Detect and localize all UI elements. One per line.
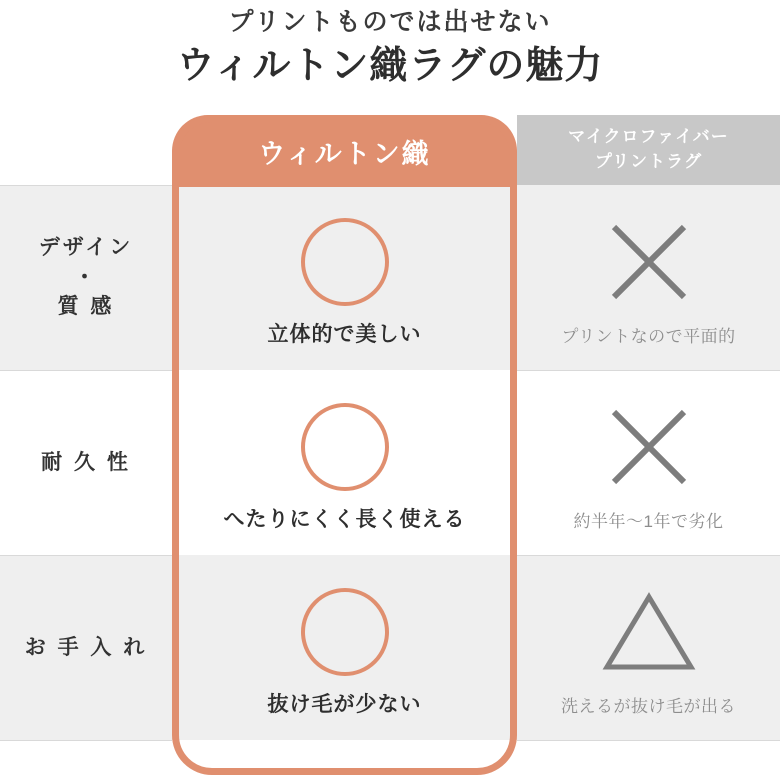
circle-icon <box>301 208 389 316</box>
cross-icon <box>606 393 692 501</box>
divider <box>517 555 780 556</box>
cell-micro-design-text: プリントなので平面的 <box>561 327 736 346</box>
cell-wilton-care <box>179 555 510 740</box>
title-block <box>0 6 780 90</box>
cell-wilton-design-text: 立体的で美しい <box>267 322 422 346</box>
page-subtitle: プリントものでは出せない <box>228 8 552 36</box>
row-label-design-line1: デザイン <box>38 236 134 260</box>
cell-wilton-design <box>179 185 510 370</box>
divider <box>0 185 172 186</box>
divider <box>517 370 780 371</box>
cell-micro-design <box>517 185 780 370</box>
column-header-microfiber-line2: プリントラグ <box>594 152 703 171</box>
row-label-care-text: お 手 入 れ <box>24 635 148 659</box>
circle-icon <box>301 578 389 686</box>
row-label-durability-text: 耐 久 性 <box>41 450 131 474</box>
column-header-microfiber <box>517 115 780 185</box>
divider <box>0 370 172 371</box>
comparison-table <box>0 115 780 780</box>
column-header-wilton: ウィルトン織 <box>258 138 431 169</box>
row-label-durability <box>0 370 172 555</box>
circle-icon <box>301 393 389 501</box>
cell-micro-durability <box>517 370 780 555</box>
cell-micro-durability-text: 約半年〜1年で劣化 <box>573 512 724 531</box>
row-label-design-line2: ・ <box>74 265 98 289</box>
divider <box>517 740 780 741</box>
row-label-design <box>0 185 172 370</box>
cross-icon <box>606 208 692 316</box>
triangle-icon <box>601 578 697 686</box>
cell-micro-care-text: 洗えるが抜け毛が出る <box>561 697 736 716</box>
divider <box>0 740 172 741</box>
divider <box>0 555 172 556</box>
column-header-microfiber-line1: マイクロファイバー <box>568 127 729 147</box>
page-title: ウィルトン織ラグの魅力 <box>176 44 604 87</box>
cell-wilton-durability <box>179 370 510 555</box>
cell-wilton-durability-text: へたりにくく長く使える <box>223 507 466 531</box>
row-label-design-line3: 質 感 <box>57 295 115 319</box>
cell-micro-care <box>517 555 780 740</box>
cell-wilton-care-text: 抜け毛が少ない <box>267 692 422 716</box>
row-label-care <box>0 555 172 740</box>
